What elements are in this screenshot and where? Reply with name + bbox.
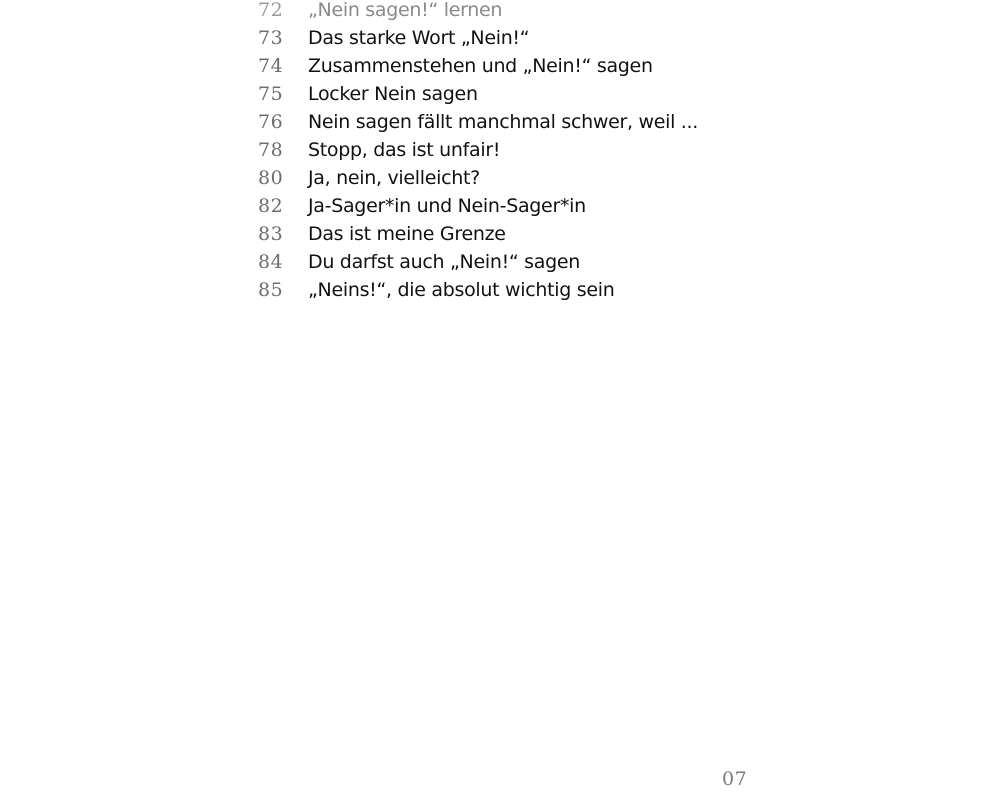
toc-page-number: 80 [258, 167, 284, 189]
toc-entry-title: „Nein sagen!“ lernen [308, 0, 503, 21]
toc-page-number: 76 [258, 111, 284, 133]
toc-entry-title: Zusammenstehen und „Nein!“ sagen [308, 55, 653, 77]
toc-page-number: 72 [258, 0, 284, 21]
toc-entry [258, 164, 698, 192]
toc-page-number: 74 [258, 55, 284, 77]
toc-page-number: 82 [258, 195, 284, 217]
toc-page-number: 85 [258, 279, 284, 301]
toc-entry-title: Nein sagen fällt manchmal schwer, weil ... [308, 111, 699, 133]
toc-entry [258, 24, 698, 52]
table-of-contents [258, 0, 698, 304]
toc-entry [258, 52, 698, 80]
toc-entry [258, 192, 698, 220]
toc-entry [258, 108, 698, 136]
toc-page-number: 75 [258, 83, 284, 105]
toc-entry [258, 136, 698, 164]
toc-page-number: 78 [258, 139, 284, 161]
toc-entry-title: Locker Nein sagen [308, 83, 478, 105]
toc-entry-title: Du darfst auch „Nein!“ sagen [308, 251, 581, 273]
toc-entry [258, 248, 698, 276]
toc-entry-title: Ja, nein, vielleicht? [308, 167, 480, 189]
toc-entry-title: Ja-Sager*in und Nein-Sager*in [308, 195, 586, 217]
toc-entry-title: Stopp, das ist unfair! [308, 139, 501, 161]
toc-entry-title: Das ist meine Grenze [308, 223, 506, 245]
toc-entry [258, 0, 698, 24]
toc-page-number: 83 [258, 223, 284, 245]
page-number: 07 [722, 768, 748, 790]
toc-entry-title: Das starke Wort „Nein!“ [308, 27, 530, 49]
toc-entry-title: „Neins!“, die absolut wichtig sein [308, 279, 615, 301]
toc-entry [258, 220, 698, 248]
toc-entry [258, 276, 698, 304]
toc-page-number: 73 [258, 27, 284, 49]
toc-page-number: 84 [258, 251, 284, 273]
toc-entry [258, 80, 698, 108]
